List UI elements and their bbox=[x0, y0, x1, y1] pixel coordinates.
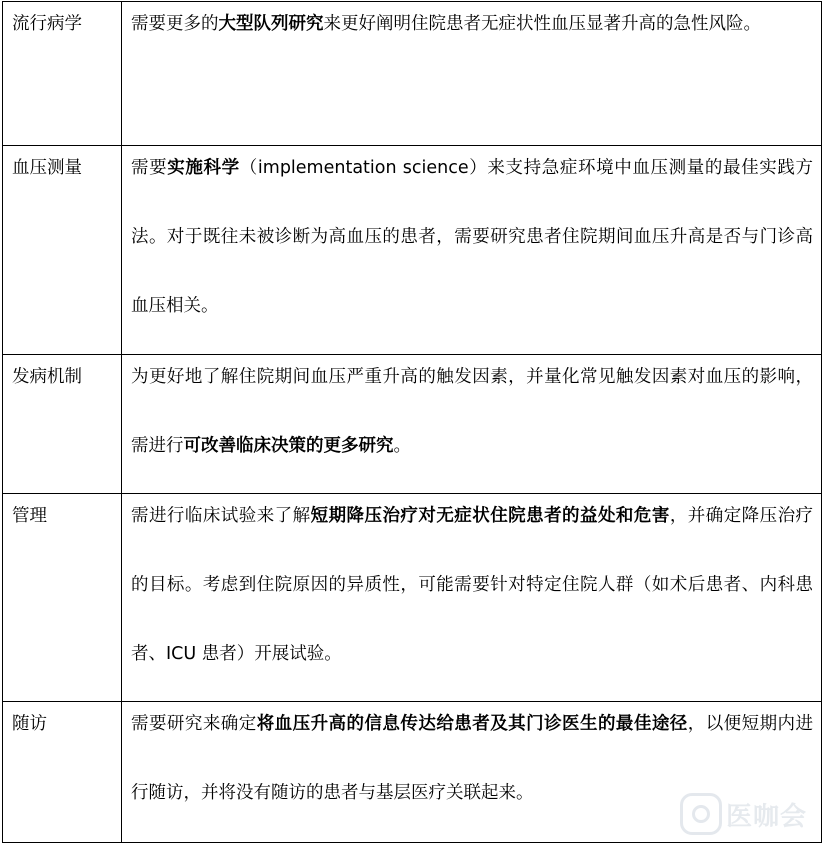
table-row bbox=[3, 2, 822, 146]
table-row bbox=[3, 355, 822, 494]
topic-cell: 流行病学 bbox=[3, 2, 122, 146]
body-text: 需要 bbox=[131, 158, 168, 178]
emphasis-text: 短期降压治疗对无症状住院患者的益处和危害 bbox=[310, 506, 670, 526]
description-text bbox=[131, 134, 813, 341]
topic-cell: 随访 bbox=[3, 702, 122, 843]
body-text: ，并确定降压治疗的目标。考虑到住院原因的异质性，可能需要针对特定住院人群（如术后患者、内科患者、ICU 患者）开展试验。 bbox=[131, 506, 814, 664]
emphasis-text: 可改善临床决策的更多研究 bbox=[183, 436, 394, 456]
body-text: 来更好阐明住院患者无症状性血压显著升高的急性风险。 bbox=[323, 14, 761, 34]
body-text: 为更好地了解住院期间血压严重升高的触发因素，并量化常见触发因素对血压的影响，需进行 bbox=[131, 367, 813, 456]
topic-cell: 发病机制 bbox=[3, 355, 122, 494]
description-cell bbox=[122, 2, 822, 146]
description-text bbox=[131, 482, 813, 689]
description-cell bbox=[122, 355, 822, 494]
topic-cell: 管理 bbox=[3, 494, 122, 702]
emphasis-text: 大型队列研究 bbox=[218, 14, 324, 34]
body-text: 需要更多的 bbox=[131, 14, 219, 34]
table-row bbox=[3, 146, 822, 355]
watermark bbox=[680, 793, 807, 835]
body-text: ，以便短期内进行随访，并将没有随访的患者与基层医疗关联起来。 bbox=[131, 714, 814, 803]
emphasis-text: 实施科学 bbox=[167, 158, 240, 178]
emphasis-text: 将血压升高的信息传达给患者及其门诊医生的最佳途径 bbox=[256, 714, 688, 734]
table-row bbox=[3, 494, 822, 702]
description-cell bbox=[122, 494, 822, 702]
body-text: （implementation science）来支持急症环境中血压测量的最佳实践方法。对于既往未被诊断为高血压的患者，需要研究患者住院期间血压升高是否与门诊高血压相关。 bbox=[131, 158, 814, 316]
body-text: 需进行临床试验来了解 bbox=[131, 506, 311, 526]
topic-cell: 血压测量 bbox=[3, 146, 122, 355]
medical-logo-icon bbox=[680, 793, 722, 835]
description-cell bbox=[122, 146, 822, 355]
body-text: 需要研究来确定 bbox=[131, 714, 257, 734]
description-text bbox=[131, 343, 813, 481]
watermark-text: 医咖会 bbox=[725, 801, 807, 832]
research-needs-table bbox=[2, 1, 822, 843]
body-text: 。 bbox=[393, 436, 411, 456]
description-text bbox=[131, 0, 813, 59]
